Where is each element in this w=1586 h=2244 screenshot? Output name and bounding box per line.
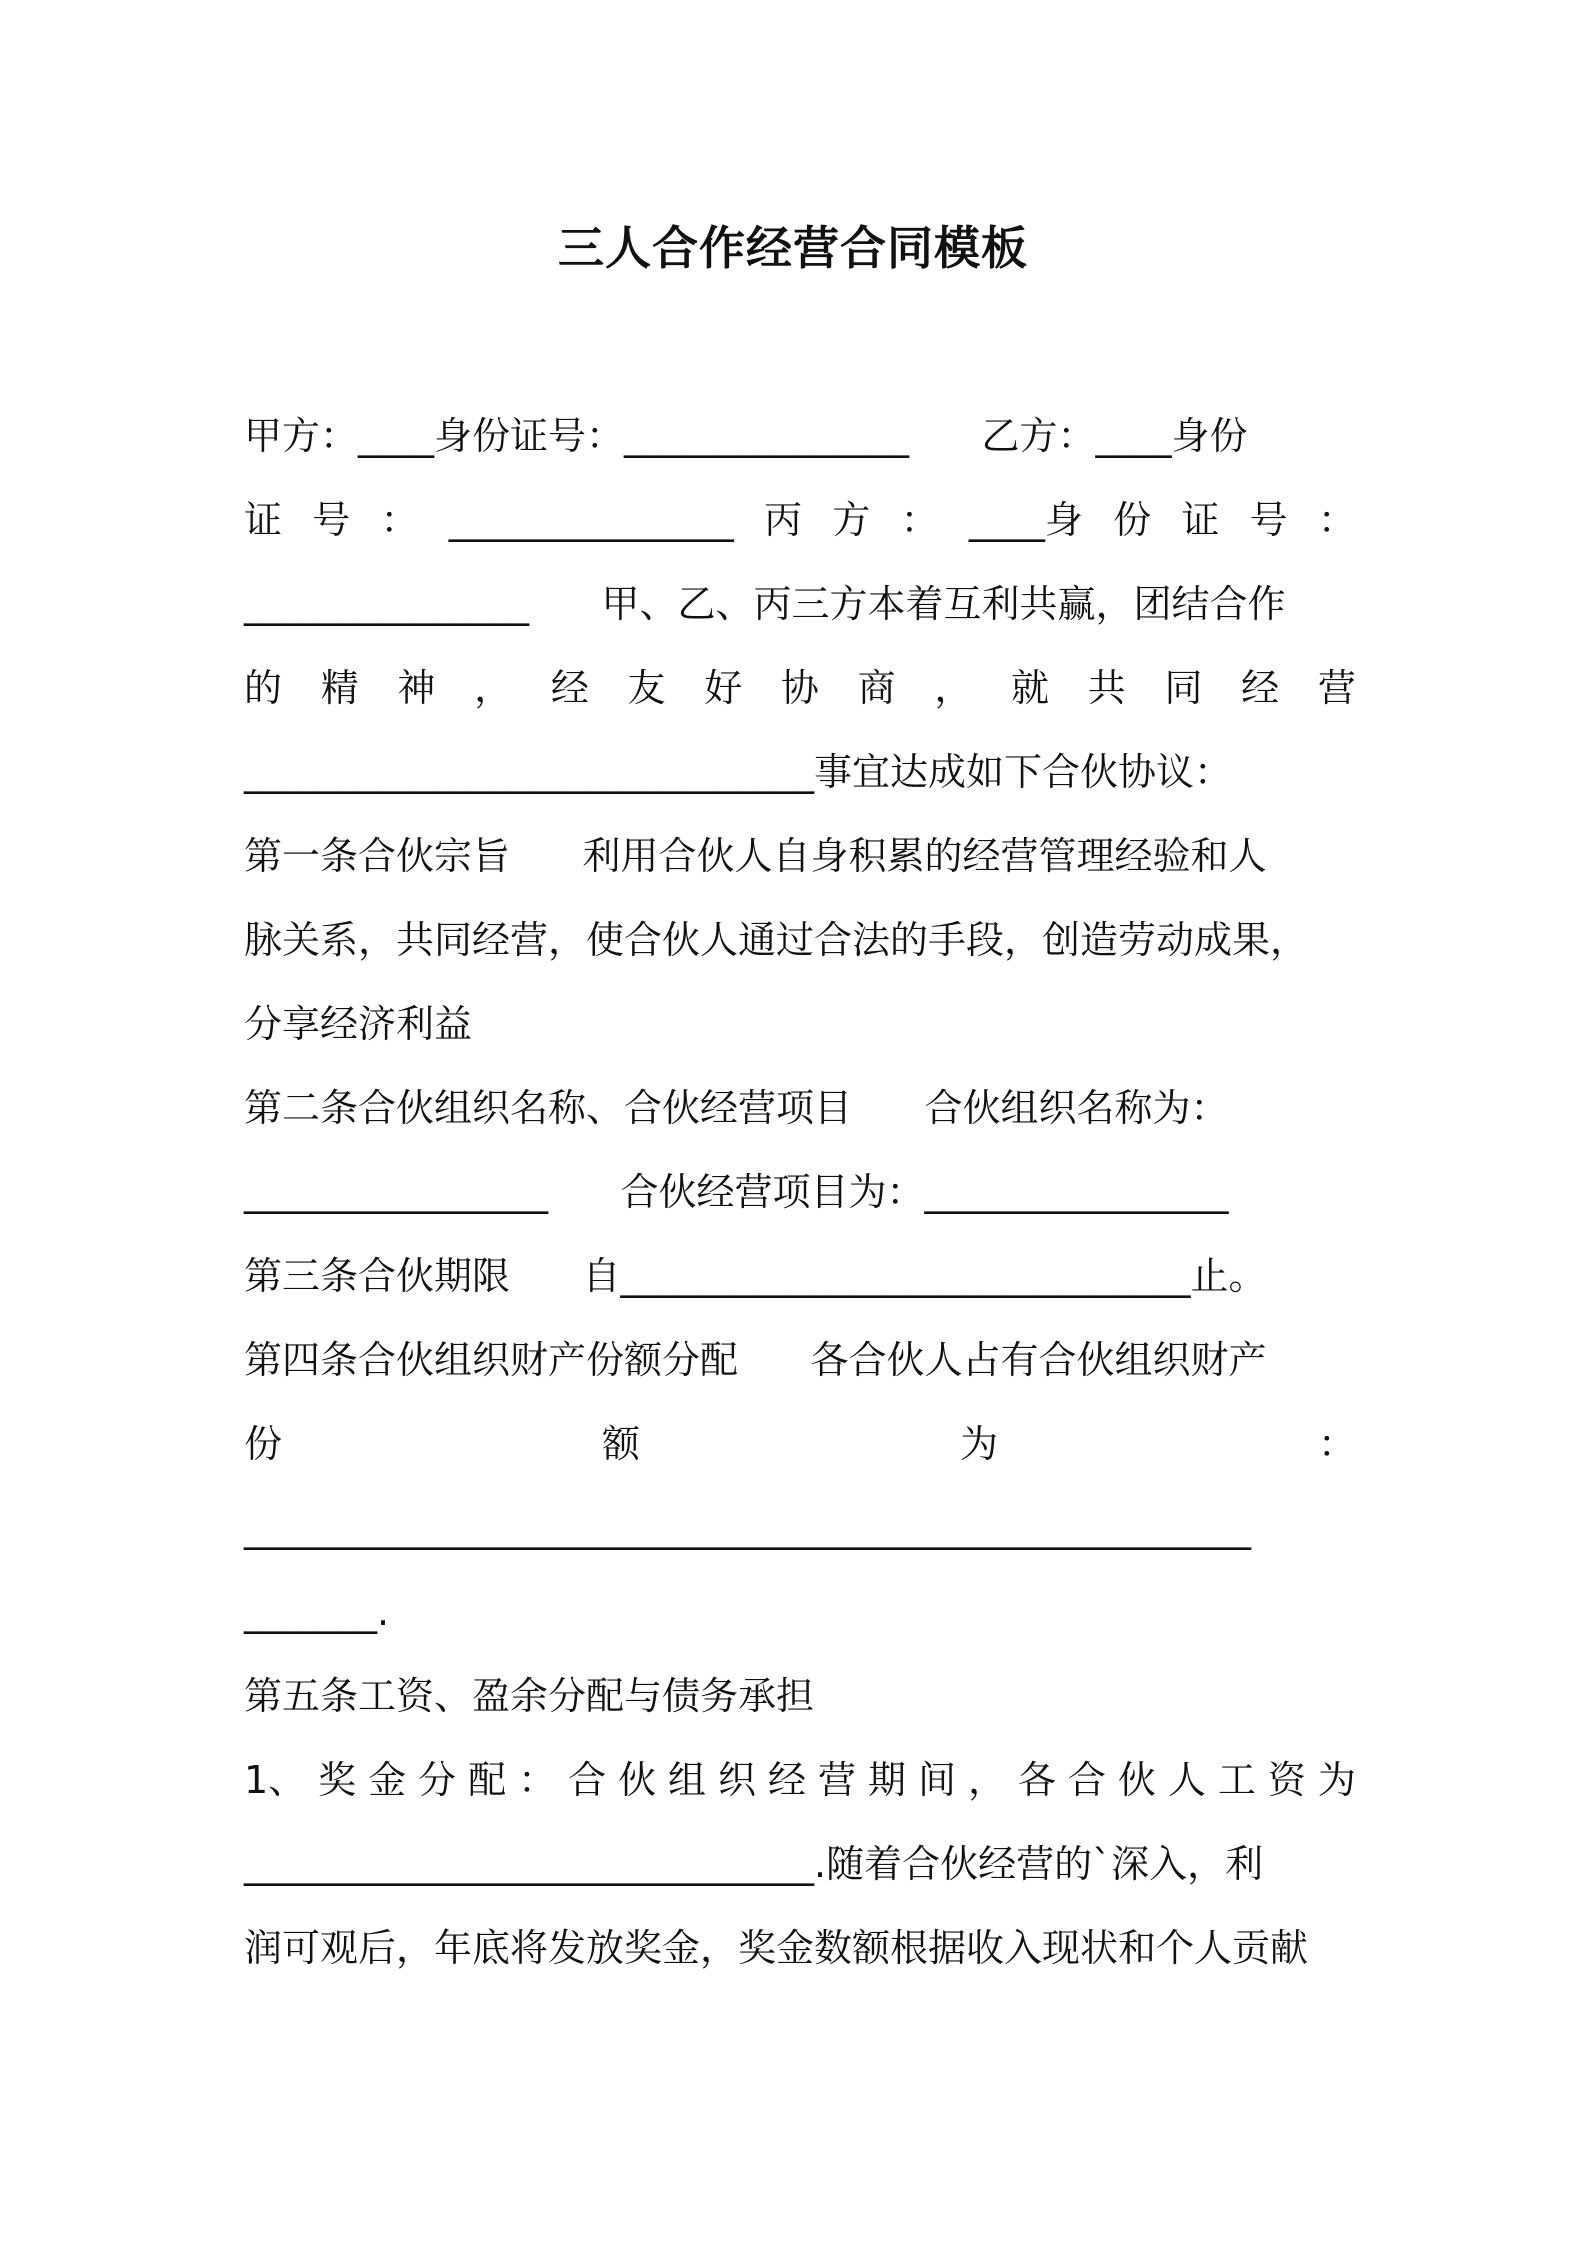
text-token: 丙 [764, 498, 803, 542]
article-5-heading: 第五条工资、盈余分配与债务承担 [244, 1674, 815, 1718]
blank-fill-line: _______. [244, 1590, 390, 1634]
paragraph-line: 脉关系，共同经营，使合伙人通过合法的手段，创造劳动成果， [244, 918, 1309, 962]
paragraph-line: 润可观后，年底将发放奖金，奖金数额根据收入现状和个人贡献 [244, 1926, 1309, 1970]
text-token: 营 [818, 1758, 857, 1802]
text-token: 金 [368, 1758, 407, 1802]
text-token: 精 [320, 666, 359, 710]
text-token: ： [900, 498, 939, 542]
text-token: 同 [1164, 666, 1203, 710]
text-token: 经 [768, 1758, 807, 1802]
text-token: _______________ [448, 498, 734, 542]
text-token: ____身 [968, 498, 1083, 542]
text-token: 人 [1167, 1758, 1206, 1802]
text-token: 协 [780, 666, 819, 710]
text-token: 奖 [318, 1758, 357, 1802]
article-4-heading: 第四条合伙组织财产份额分配 各合伙人占有合伙组织财产 [244, 1338, 1267, 1382]
text-token: 友 [627, 666, 666, 710]
text-token: ， [967, 1758, 1006, 1802]
text-token: 好 [704, 666, 743, 710]
text-token: 期 [867, 1758, 906, 1802]
paragraph-line-justified [244, 658, 1356, 718]
text-token: 间 [917, 1758, 956, 1802]
paragraph-line: _______________ 甲、乙、丙三方本着互利共赢，团结合作 [244, 582, 1286, 626]
paragraph-line: ________________ 合伙经营项目为：________________ [244, 1170, 1229, 1214]
text-token: 神 [397, 666, 436, 710]
text-token: 工 [1217, 1758, 1256, 1802]
text-token: 伙 [618, 1758, 657, 1802]
text-token: 分 [418, 1758, 457, 1802]
document-title: 三人合作经营合同模板 [558, 221, 1028, 275]
text-token: ： [1317, 1422, 1356, 1466]
text-token: 经 [1241, 666, 1280, 710]
text-token: ： [518, 1758, 557, 1802]
paragraph-line: ______________________________.随着合伙经营的`深入，利 [244, 1842, 1264, 1886]
text-token: 就 [1011, 666, 1050, 710]
text-token: 为 [1317, 1758, 1356, 1802]
paragraph-line: 分享经济利益 [244, 1002, 473, 1046]
text-token: ： [1317, 498, 1356, 542]
paragraph-line: ______________________________事宜达成如下合伙协议： [244, 750, 1233, 794]
text-token: 织 [718, 1758, 757, 1802]
text-token: 合 [568, 1758, 607, 1802]
text-token: ， [934, 666, 973, 710]
text-token: ： [380, 498, 419, 542]
text-token: 1、 [244, 1758, 307, 1802]
paragraph-line-justified [244, 490, 1356, 550]
paragraph-line-justified [244, 1414, 1356, 1474]
paragraph-line-justified [244, 1750, 1356, 1810]
article-3-heading: 第三条合伙期限 自______________________________止。 [244, 1254, 1267, 1298]
paragraph-line: 甲方：____身份证号：_______________ 乙方：____身份 [244, 414, 1248, 458]
text-token: 组 [668, 1758, 707, 1802]
text-token: 号 [312, 498, 351, 542]
article-2-heading: 第二条合伙组织名称、合伙经营项目 合伙组织名称为： [244, 1086, 1229, 1130]
text-token: 方 [832, 498, 871, 542]
text-token: 份 [244, 1422, 283, 1466]
article-1-heading: 第一条合伙宗旨 利用合伙人自身积累的经营管理经验和人 [244, 834, 1267, 878]
text-token: 伙 [1117, 1758, 1156, 1802]
text-token: 额 [601, 1422, 640, 1466]
text-token: 经 [550, 666, 589, 710]
text-token: 营 [1317, 666, 1356, 710]
text-token: 证 [244, 498, 283, 542]
text-token: ， [474, 666, 513, 710]
text-token: 号 [1249, 498, 1288, 542]
text-token: 份 [1113, 498, 1152, 542]
text-token: 商 [857, 666, 896, 710]
text-token: 合 [1067, 1758, 1106, 1802]
text-token: 各 [1017, 1758, 1056, 1802]
text-token: 资 [1267, 1758, 1306, 1802]
blank-fill-line: _____________________________________________________ [244, 1506, 1251, 1550]
text-token: 为 [959, 1422, 998, 1466]
text-token: 的 [244, 666, 283, 710]
text-token: 共 [1087, 666, 1126, 710]
text-token: 证 [1181, 498, 1220, 542]
text-token: 配 [468, 1758, 507, 1802]
